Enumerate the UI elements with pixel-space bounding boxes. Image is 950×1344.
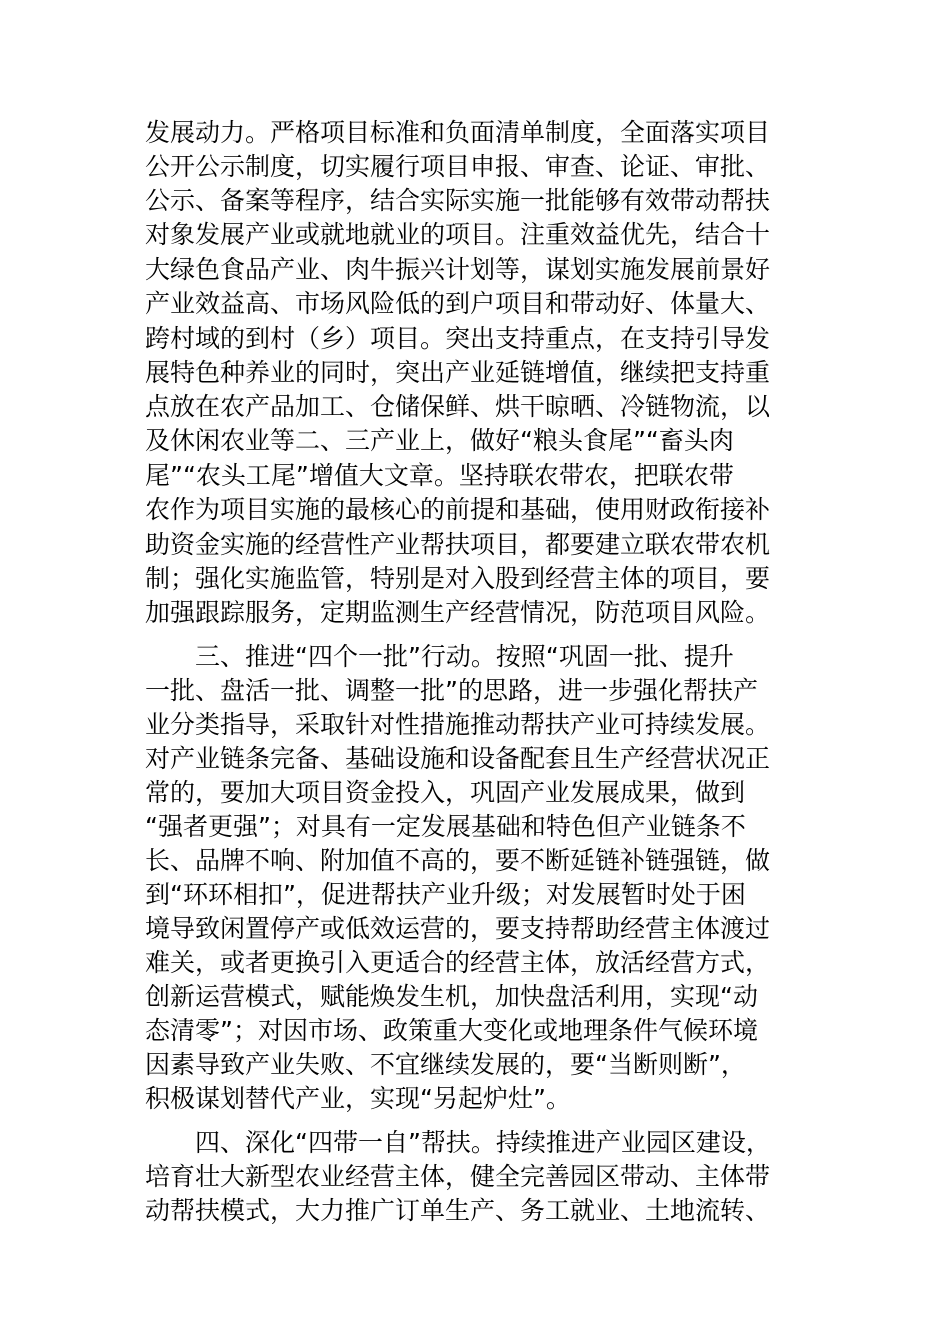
text-line: “强者更强”；对具有一定发展基础和特色但产业链条不 (145, 812, 746, 841)
section-heading-line: 三、推进“四个一批”行动。按照“巩固一批、提升 (195, 642, 734, 671)
text-line: 一批、盘活一批、调整一批”的思路，进一步强化帮扶产 (145, 676, 758, 705)
text-line: 对象发展产业或就地就业的项目。注重效益优先，结合十 (145, 220, 771, 249)
text-line: 积极谋划替代产业，实现“另起炉灶”。 (145, 1084, 571, 1113)
text-line: 大绿色食品产业、肉牛振兴计划等，谋划实施发展前景好 (145, 255, 771, 284)
text-line: 到“环环相扣”，促进帮扶产业升级；对发展暂时处于困 (145, 880, 746, 909)
text-line: 及休闲农业等二、三产业上，做好“粮头食尾”“畜头肉 (145, 426, 734, 455)
text-line: 点放在农产品加工、仓储保鲜、烘干晾晒、冷链物流，以 (145, 392, 771, 421)
text-line: 难关，或者更换引入更适合的经营主体，放活经营方式， (145, 948, 771, 977)
section-heading-line: 四、深化“四带一自”帮扶。持续推进产业园区建设， (195, 1128, 771, 1157)
text-line: 公开公示制度，切实履行项目申报、审查、论证、审批、 (145, 152, 771, 181)
text-line: 助资金实施的经营性产业帮扶项目，都要建立联农带农机 (145, 530, 771, 559)
text-line: 培育壮大新型农业经营主体，健全完善园区带动、主体带 (145, 1162, 771, 1191)
text-line: 长、品牌不响、附加值不高的，要不断延链补链强链，做 (145, 846, 771, 875)
text-line: 创新运营模式，赋能焕发生机，加快盘活利用，实现“动 (145, 982, 758, 1011)
text-line: 加强跟踪服务，定期监测生产经营情况，防范项目风险。 (145, 598, 771, 627)
text-line: 境导致闲置停产或低效运营的，要支持帮助经营主体渡过 (145, 914, 771, 943)
text-line: 因素导致产业失败、不宜继续发展的，要“当断则断”， (145, 1050, 746, 1079)
text-line: 态清零”；对因市场、政策重大变化或地理条件气候环境 (145, 1016, 758, 1045)
text-line: 展特色种养业的同时，突出产业延链增值，继续把支持重 (145, 358, 771, 387)
text-line: 发展动力。严格项目标准和负面清单制度，全面落实项目 (145, 118, 771, 147)
text-line: 动帮扶模式，大力推广订单生产、务工就业、土地流转、 (145, 1196, 771, 1225)
text-line: 常的，要加大项目资金投入，巩固产业发展成果，做到 (145, 778, 746, 807)
text-line: 业分类指导，采取针对性措施推动帮扶产业可持续发展。 (145, 710, 771, 739)
text-line: 对产业链条完备、基础设施和设备配套且生产经营状况正 (145, 744, 771, 773)
text-line: 产业效益高、市场风险低的到户项目和带动好、体量大、 (145, 289, 771, 318)
text-line: 农作为项目实施的最核心的前提和基础，使用财政衔接补 (145, 495, 771, 524)
text-line: 尾”“农头工尾”增值大文章。坚持联农带农，把联农带 (145, 461, 734, 490)
text-line: 跨村域的到村（乡）项目。突出支持重点，在支持引导发 (145, 324, 771, 353)
text-line: 公示、备案等程序，结合实际实施一批能够有效带动帮扶 (145, 186, 771, 215)
text-line: 制；强化实施监管，特别是对入股到经营主体的项目，要 (145, 564, 771, 593)
